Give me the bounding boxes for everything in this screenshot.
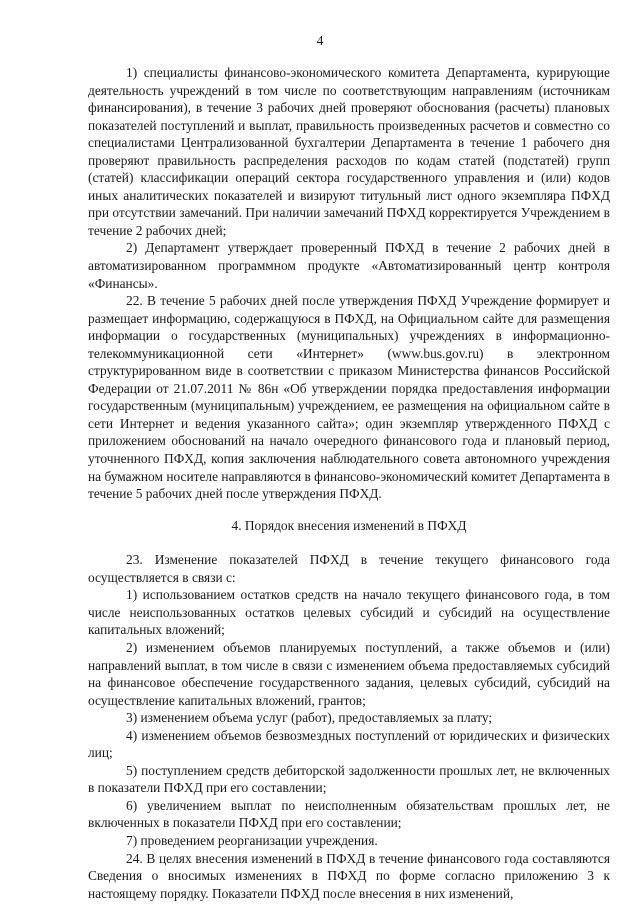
paragraph-clause-24: 24. В целях внесения изменений в ПФХД в течение финансового года составляются Сведения о вносимых изменениях в ПФХД по форме согласно приложению 3 к настоящему порядку. Показатели ПФХД после внесения в них изменений,	[88, 850, 610, 901]
list-item-3-paid-services: 3) изменением объема услуг (работ), предоставляемых за плату;	[126, 710, 493, 726]
list-item-6-unfulfilled-obligations: 6) увеличением выплат по неисполненным обязательствам прошлых лет, не включенных в показатели ПФХД при его составлении;	[88, 797, 610, 831]
document-body	[88, 64, 610, 902]
list-item-2-planned-receipts: 2) изменением объемов планируемых поступлений, а также объемов и (или) направлений выплат, в том числе в связи с изменением объема предоставляемых субсидий на финансовое обеспечение государственного задания, целевых субсидий, субсидий на осуществление капитальных вложений, грантов;	[88, 639, 610, 708]
list-item-5-receivables: 5) поступлением средств дебиторской задолженности прошлых лет, не включенных в показатели ПФХД при его составлении;	[88, 762, 610, 796]
page-number: 4	[316, 33, 324, 48]
paragraph-item-1-specialists: 1) специалисты финансово-экономического комитета Департамента, курирующие деятельность учреждений в том числе по соответствующим направлениям (источникам финансирования), в течение 3 рабочих дней проверяют обоснования (расчеты) плановых показателей поступлений и выплат, правильность произведенных расчетов и совместно со специалистами Централизованной бухгалтерии Департамента в течение 1 рабочего дня проверяют правильность распределения расходов по кодам статей (подстатей) групп (статей) классификации операций сектора государственного управления и (или) кодов иных аналитических показателей и визируют титульный лист одного экземпляра ПФХД при отсутствии замечаний. При наличии замечаний ПФХД корректируется Учреждением в течение 2 рабочих дней;	[88, 65, 610, 238]
paragraph-clause-22: 22. В течение 5 рабочих дней после утверждения ПФХД Учреждение формирует и размещает информацию, содержащуюся в ПФХД, на Официальном сайте для размещения информации о государственных (муниципальных) учреждениях в информационно-телекоммуникационной сети «Интернет» (www.bus.gov.ru) в электронном структурированном виде в соответствии с приказом Министерства финансов Российской Федерации от 21.07.2011 № 86н «Об утверждении порядка предоставления информации государственным (муниципальным) учреждением, ее размещения на официальном сайте в сети Интернет и ведения указанного сайта»; один экземпляр утвержденного ПФХД с приложением обоснований на начало очередного финансового года и плановый период, уточненного ПФХД, копия заключения наблюдательного совета автономного учреждения на бумажном носителе направляются в финансово-экономический комитет Департамента в течение 5 рабочих дней после утверждения ПФХД.	[88, 293, 610, 502]
paragraph-clause-23: 23. Изменение показателей ПФХД в течение текущего финансового года осуществляется в связи с:	[88, 552, 610, 585]
list-item-7-reorganization: 7) проведением реорганизации учреждения.	[126, 832, 378, 848]
paragraph-item-2-approval: 2) Департамент утверждает проверенный ПФХД в течение 2 рабочих дней в автоматизированном программном продукте «Автоматизированный центр контроля «Финансы».	[88, 240, 610, 291]
list-item-4-gratuitous-receipts: 4) изменением объемов безвозмездных поступлений от юридических и физических лиц;	[88, 727, 610, 761]
list-item-1-remaining-funds: 1) использованием остатков средств на начало текущего финансового года, в том числе неиспользованных остатков целевых субсидий и субсидий на осуществление капитальных вложений;	[88, 587, 610, 638]
section-heading: 4. Порядок внесения изменений в ПФХД	[231, 517, 467, 533]
